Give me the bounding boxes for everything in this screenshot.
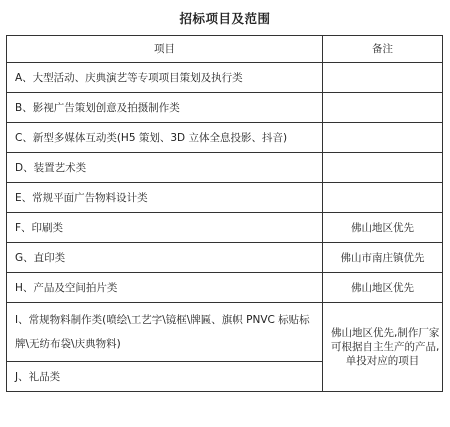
note-cell: 佛山地区优先	[323, 273, 443, 303]
page-title: 招标项目及范围	[179, 11, 271, 26]
table-row	[7, 303, 443, 362]
item-cell: H、产品及空间拍片类	[7, 273, 323, 303]
item-cell: F、印刷类	[7, 213, 323, 243]
note-cell	[323, 63, 443, 93]
note-cell	[323, 153, 443, 183]
item-cell: A、大型活动、庆典演艺等专项项目策划及执行类	[7, 63, 323, 93]
item-cell: J、礼品类	[7, 362, 323, 392]
note-cell: 佛山市南庄镇优先	[323, 243, 443, 273]
table-row	[7, 93, 443, 123]
note-cell	[323, 183, 443, 213]
item-cell: B、影视广告策划创意及拍摄制作类	[7, 93, 323, 123]
item-cell: G、直印类	[7, 243, 323, 273]
note-cell	[323, 123, 443, 153]
note-cell: 佛山地区优先	[323, 213, 443, 243]
note-cell	[323, 93, 443, 123]
table-row	[7, 243, 443, 273]
item-cell: E、常规平面广告物料设计类	[7, 183, 323, 213]
table-row	[7, 273, 443, 303]
merged-note-line: 可根据自主生产的产品,	[331, 341, 440, 353]
merged-note-line: 佛山地区优先,制作厂家	[331, 327, 440, 339]
item-cell: D、装置艺术类	[7, 153, 323, 183]
item-cell: C、新型多媒体互动类(H5 策划、3D 立体全息投影、抖音)	[7, 123, 323, 153]
merged-note-line: 单投对应的项目	[345, 355, 420, 367]
column-header-note: 备注	[323, 36, 443, 63]
scope-table	[6, 35, 443, 392]
column-header-item: 项目	[7, 36, 323, 63]
item-cell: I、常规物料制作类(喷绘\工艺字\镜框\牌匾、旗帜 PNVC 标贴标牌\无纺布袋\庆典物料)	[7, 303, 323, 362]
merged-note-cell	[323, 303, 443, 392]
table-row	[7, 63, 443, 93]
table-row	[7, 123, 443, 153]
table-header-row	[7, 36, 443, 63]
table-row	[7, 213, 443, 243]
table-row	[7, 153, 443, 183]
table-row	[7, 183, 443, 213]
